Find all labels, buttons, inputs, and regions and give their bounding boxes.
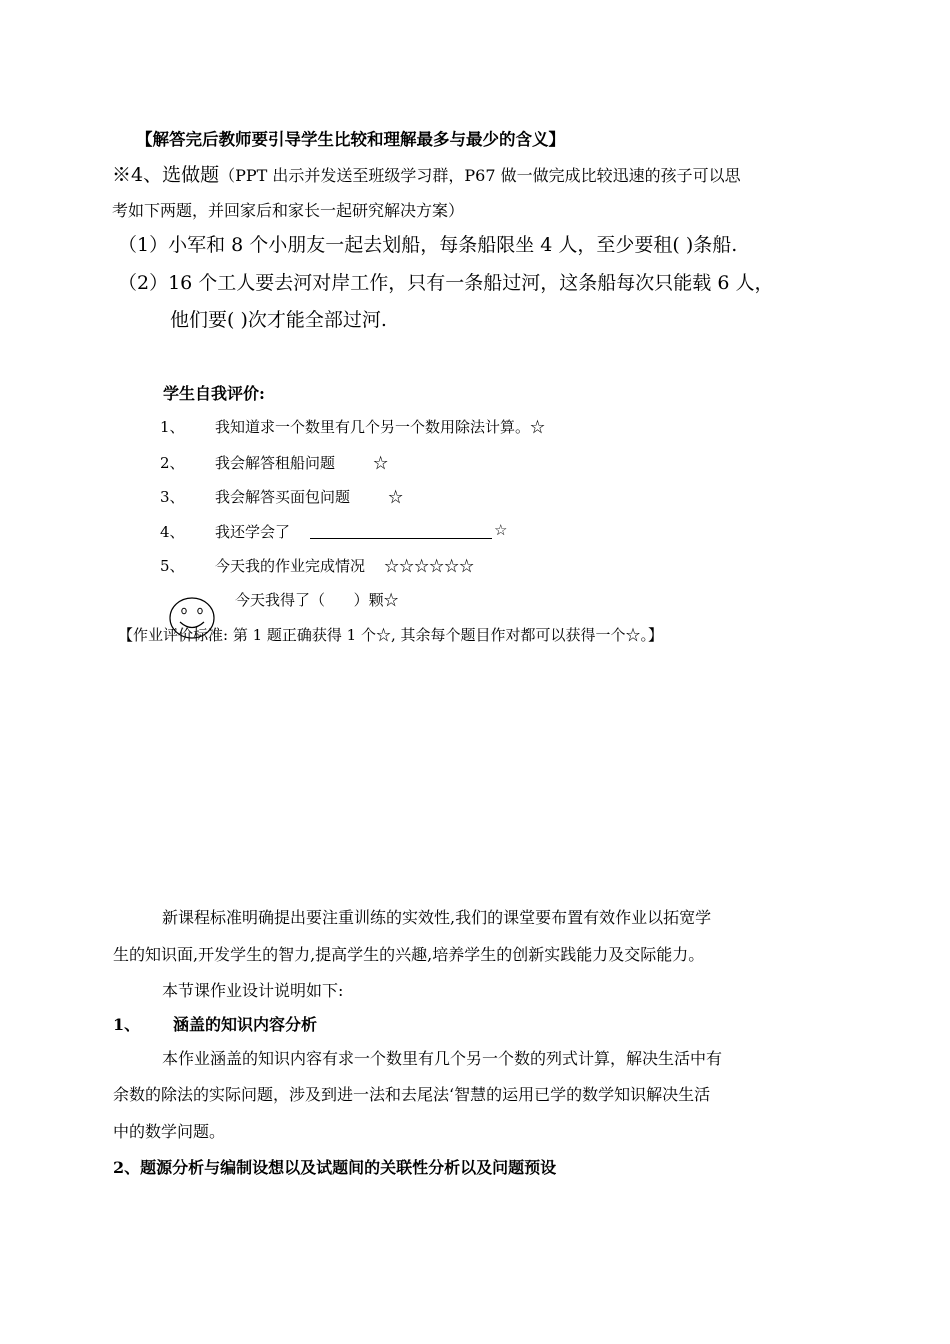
self-eval-num-3: 3、 — [160, 488, 185, 506]
para1-line1: 新课程标准明确提出要注重训练的实效性,我们的课堂要布置有效作业以拓宽学 — [162, 908, 712, 927]
fill-in-blank-line — [310, 538, 492, 539]
question-4-desc-line1: （PPT 出示并发送至班级学习群，P67 做一做完成比较迅速的孩子可以思 — [219, 166, 741, 185]
question-4-item-1: （1）小军和 8 个小朋友一起去划船，每条船限坐 4 人，至少要租( )条船. — [118, 234, 738, 256]
question-4-item-2-line2: 他们要( )次才能全部过河. — [170, 309, 387, 331]
evaluation-standard: 【作业评价标准: 第 1 题正确获得 1 个☆, 其余每个题目作对都可以获得一个☆。】 — [118, 626, 664, 644]
para3-line3: 中的数学问题。 — [113, 1122, 226, 1141]
self-eval-text-3: 我会解答买面包问题 ☆ — [215, 488, 404, 506]
heading-1-num: 1、 — [113, 1015, 141, 1034]
question-4-header — [112, 160, 741, 187]
self-eval-num-5: 5、 — [160, 557, 185, 575]
self-eval-text-1: 我知道求一个数里有几个另一个数用除法计算。☆ — [215, 418, 546, 436]
self-eval-text-4: 我还学会了 — [215, 523, 291, 541]
question-4-desc-line2: 考如下两题，并回家后和家长一起研究解决方案） — [112, 201, 465, 220]
heading-2: 2、题源分析与编制设想以及试题间的关联性分析以及问题预设 — [113, 1158, 557, 1177]
teacher-note: 【解答完后教师要引导学生比较和理解最多与最少的含义】 — [136, 130, 565, 149]
today-stars: 今天我得了（ ）颗☆ — [235, 591, 399, 609]
para3-line2: 余数的除法的实际问题，涉及到进一法和去尾法‘智慧的运用已学的数学知识解决生活 — [113, 1085, 711, 1104]
self-eval-text-5: 今天我的作业完成情况 ☆☆☆☆☆☆ — [215, 557, 475, 575]
self-eval-title: 学生自我评价: — [163, 384, 265, 403]
self-eval-num-2: 2、 — [160, 454, 185, 472]
para3-line1: 本作业涵盖的知识内容有求一个数里有几个另一个数的列式计算，解决生活中有 — [162, 1049, 723, 1068]
self-eval-num-4: 4、 — [160, 523, 185, 541]
question-4-item-2-line1: （2）16 个工人要去河对岸工作，只有一条船过河，这条船每次只能载 6 人， — [118, 272, 774, 294]
self-eval-num-1: 1、 — [160, 418, 185, 436]
self-eval-text-2: 我会解答租船问题 ☆ — [215, 454, 389, 472]
heading-1-text: 涵盖的知识内容分析 — [173, 1015, 318, 1034]
para1-line2: 生的知识面,开发学生的智力,提高学生的兴趣,培养学生的创新实践能力及交际能力。 — [113, 945, 705, 964]
question-4-prefix: ※4、选做题 — [112, 164, 220, 186]
para2: 本节课作业设计说明如下: — [162, 981, 344, 1000]
self-eval-suffix-4: ☆ — [494, 521, 508, 539]
